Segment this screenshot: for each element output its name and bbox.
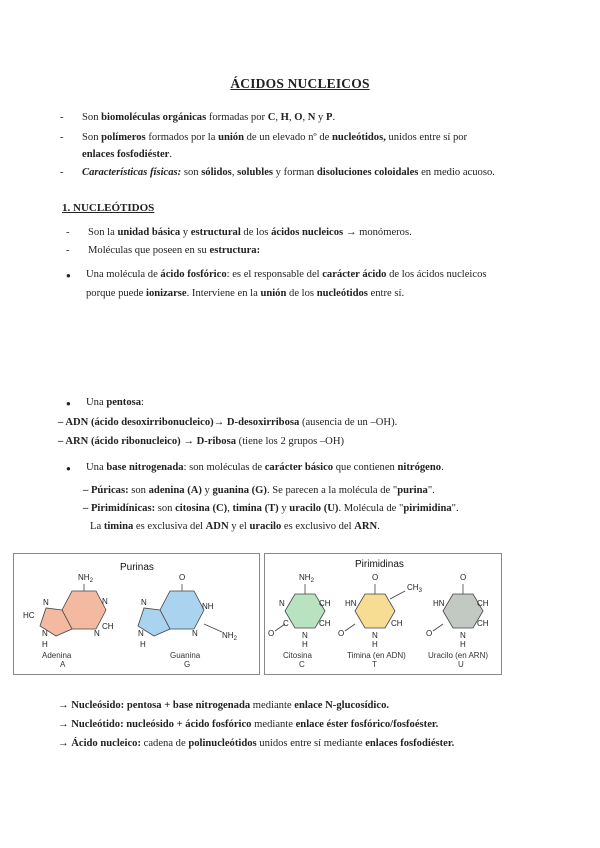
text: , xyxy=(227,503,233,514)
cytosine-atom-h: H xyxy=(302,640,308,649)
text-bold: estructural xyxy=(190,227,241,238)
text-bold: biomoléculas orgánicas xyxy=(101,112,207,123)
text: son xyxy=(155,503,176,514)
uracil-atom-ch: CH xyxy=(477,599,489,608)
purinas-title: Purinas xyxy=(120,562,154,573)
text-bold: H xyxy=(280,112,289,123)
thymine-bond xyxy=(345,624,355,631)
adenine-atom-h: H xyxy=(42,640,48,649)
text-bold: – ADN (ácido desoxirribonucleico)→ D-desoxirribosa xyxy=(58,417,300,428)
text-bold: carácter ácido xyxy=(322,269,387,280)
text: La xyxy=(90,521,104,532)
text-bold: estructura: xyxy=(209,245,261,256)
uracil-atom-h: H xyxy=(460,640,466,649)
text: Una xyxy=(86,397,107,408)
adenine-atom-n1: N xyxy=(102,597,108,606)
cytosine-atom-n: N xyxy=(302,631,308,640)
text-bold: base nitrogenada xyxy=(106,462,184,473)
guanine-atom-h: H xyxy=(140,640,146,649)
text: : xyxy=(141,397,144,408)
text: y xyxy=(180,227,191,238)
pentosa-bullet xyxy=(86,396,144,410)
text-bold: unión xyxy=(260,288,287,299)
uracil-atom-ch: CH xyxy=(477,619,489,628)
text: Una molécula de xyxy=(86,269,161,280)
intro-line-3 xyxy=(82,166,495,180)
cytosine-label: Citosina xyxy=(283,651,312,660)
text: , xyxy=(302,112,308,123)
text-bold: citosina (C) xyxy=(175,503,228,514)
section-heading: 1. NUCLEÓTIDOS xyxy=(62,202,155,214)
text-bold-italic: Características físicas: xyxy=(82,167,182,178)
adenine-atom-n9: N xyxy=(42,629,48,638)
adenine-atom-nh2: $NH_2$ xyxy=(78,573,93,584)
text-bold: nucleótidos xyxy=(316,288,368,299)
summary-acido-nucleico xyxy=(58,737,454,751)
text-bold: O xyxy=(294,112,303,123)
uracil-letter: U xyxy=(458,660,464,669)
section-line-2 xyxy=(88,244,260,258)
pentosa-adn xyxy=(58,416,397,430)
text: y el xyxy=(228,521,250,532)
text: y xyxy=(315,112,326,123)
text: que contienen xyxy=(333,462,398,473)
text-bold: enlaces fosfodiéster xyxy=(82,149,170,160)
text: → monómeros. xyxy=(343,227,412,238)
adenine-atom-n3: N xyxy=(94,629,100,638)
thymine-atom-n: N xyxy=(372,631,378,640)
text-bold: ADN xyxy=(205,521,229,532)
text: . xyxy=(441,462,444,473)
text: . xyxy=(377,521,380,532)
text: mediante xyxy=(250,700,295,711)
text-bold: ácido fosfórico xyxy=(160,269,227,280)
text: Son la xyxy=(88,227,118,238)
base-pirimidinicas xyxy=(83,502,459,516)
pirimidinas-title: Pirimidinas xyxy=(355,559,404,570)
text-bold: → Ácido nucleico: xyxy=(58,738,141,749)
guanine-label: Guanina xyxy=(170,651,201,660)
uracil-label: Uracilo (en ARN) xyxy=(428,651,489,660)
text: formados por la xyxy=(145,132,219,143)
guanine-atom-n9: N xyxy=(138,629,144,638)
thymine-atom-ch3: $CH_3$ xyxy=(407,583,422,594)
text-bold: guanina (G) xyxy=(212,485,267,496)
text-bold: disoluciones coloidales xyxy=(316,167,419,178)
text-bold: pentosa xyxy=(106,397,142,408)
base-nota xyxy=(90,520,380,534)
text-bold: enlace éster fosfórico/fosfoéster. xyxy=(295,719,439,730)
guanine-bond xyxy=(204,624,222,632)
cytosine-atom-n: N xyxy=(279,599,285,608)
text: : es el responsable del xyxy=(226,269,323,280)
guanine-atom-nh: NH xyxy=(202,602,214,611)
text: de los ácidos nucleicos xyxy=(386,269,487,280)
thymine-label: Timina (en ADN) xyxy=(347,651,406,660)
text: entre sí. xyxy=(367,288,405,299)
adenine-atom-hc: HC xyxy=(23,611,35,620)
text-bold: polímeros xyxy=(101,132,146,143)
thymine-ring xyxy=(355,594,395,628)
guanine-letter: G xyxy=(184,660,191,669)
thymine-atom-o: O xyxy=(338,629,345,638)
text-bold: P xyxy=(325,112,333,123)
text: , xyxy=(231,167,238,178)
text: Moléculas que poseen en su xyxy=(88,245,210,256)
base-puricas xyxy=(83,484,435,498)
intro-line-2b xyxy=(82,148,172,162)
text-bold: enlaces fosfodiéster. xyxy=(365,738,455,749)
text: Son xyxy=(82,132,102,143)
pirimidinas-figure xyxy=(264,553,502,675)
guanine-atom-n3: N xyxy=(192,629,198,638)
text: en medio acuoso. xyxy=(418,167,495,178)
purinas-figure xyxy=(13,553,260,675)
text: mediante xyxy=(251,719,296,730)
text: (tiene los 2 grupos –OH) xyxy=(236,436,345,447)
text-bold: – Púricas: xyxy=(83,485,129,496)
cytosine-letter: C xyxy=(299,660,305,669)
section-line-1 xyxy=(88,226,412,240)
text-bold: ionizarse xyxy=(146,288,187,299)
text-bold: solubles xyxy=(237,167,274,178)
text-bold: – ARN (ácido ribonucleico) → D-ribosa xyxy=(58,436,237,447)
text-bold: ARN xyxy=(354,521,378,532)
text-bold: → Nucleósido: pentosa + base nitrogenada xyxy=(58,700,251,711)
guanine-atom-n7: N xyxy=(141,598,147,607)
text-bold: uracilo (U) xyxy=(289,503,339,514)
thymine-atom-o: O xyxy=(372,573,379,582)
cytosine-atom-ch: CH xyxy=(319,599,331,608)
thymine-letter: T xyxy=(372,660,377,669)
fosforico-line-1 xyxy=(86,268,487,282)
text-bold: nucleótidos, xyxy=(332,132,386,143)
thymine-atom-ch: CH xyxy=(391,619,403,628)
base-bullet xyxy=(86,461,444,475)
text: : son moléculas de xyxy=(183,462,265,473)
guanine-atom-nh2: $NH_2$ xyxy=(222,631,237,642)
text-bold: N xyxy=(307,112,316,123)
text: son xyxy=(128,485,149,496)
uracil-bond xyxy=(433,624,443,631)
uracil-atom-o: O xyxy=(426,629,433,638)
text-bold: enlace N-glucosídico. xyxy=(294,700,390,711)
cytosine-atom-nh2: $NH_2$ xyxy=(299,573,314,584)
text: de un elevado nº de xyxy=(243,132,332,143)
cytosine-atom-ch: CH xyxy=(319,619,331,628)
uracil-atom-hn: HN xyxy=(433,599,445,608)
text: es exclusivo del xyxy=(281,521,355,532)
text: porque puede xyxy=(86,288,147,299)
text: Son xyxy=(82,112,102,123)
text: de los xyxy=(286,288,317,299)
text: . Se parecen a la molécula de " xyxy=(266,485,398,496)
text-bold: polinucleótidos xyxy=(188,738,257,749)
text-bold: sólidos xyxy=(201,167,232,178)
cytosine-atom-c: C xyxy=(283,619,289,628)
thymine-atom-hn: HN xyxy=(345,599,357,608)
uracil-atom-n: N xyxy=(460,631,466,640)
text-bold: C xyxy=(267,112,276,123)
text: . xyxy=(169,149,173,160)
text-bold: → Nucleótido: nucleósido + ácido fosfórico xyxy=(58,719,252,730)
text-bold: uracilo xyxy=(249,521,282,532)
text-bold: carácter básico xyxy=(264,462,334,473)
text-bold: ácidos nucleicos xyxy=(271,227,344,238)
page-title: ÁCIDOS NUCLEICOS xyxy=(230,76,370,91)
text: . xyxy=(332,112,336,123)
text: de los xyxy=(240,227,272,238)
text: Una xyxy=(86,462,107,473)
text: y forman xyxy=(273,167,317,178)
text-bold: pirimidina xyxy=(403,503,452,514)
text-bold: timina xyxy=(103,521,134,532)
text: , xyxy=(288,112,295,123)
summary-nucleotido xyxy=(58,718,438,732)
text: ". xyxy=(427,485,435,496)
adenine-atom-ch: CH xyxy=(102,622,114,631)
fosforico-line-2 xyxy=(86,287,404,301)
text-bold: unión xyxy=(218,132,244,143)
thymine-bond xyxy=(390,591,405,599)
intro-line-2 xyxy=(82,131,467,145)
uracil-atom-o: O xyxy=(460,573,467,582)
text: y xyxy=(278,503,290,514)
text-bold: – Pirimidínicas: xyxy=(83,503,156,514)
text-bold: adenina (A) xyxy=(148,485,202,496)
text: y xyxy=(201,485,213,496)
text-bold: purina xyxy=(397,485,428,496)
summary-nucleosido xyxy=(58,699,389,713)
purinas-diagram xyxy=(14,554,259,674)
text: . Molécula de " xyxy=(338,503,404,514)
intro-line-1 xyxy=(82,111,335,125)
text-bold: nitrógeno xyxy=(397,462,442,473)
pentosa-arn xyxy=(58,435,344,449)
text-bold: unidad básica xyxy=(117,227,181,238)
guanine-atom-o: O xyxy=(179,573,186,582)
text: cadena de xyxy=(140,738,189,749)
text: (ausencia de un –OH). xyxy=(299,417,398,428)
thymine-atom-h: H xyxy=(372,640,378,649)
adenine-letter: A xyxy=(60,660,66,669)
text-bold: timina (T) xyxy=(232,503,279,514)
text: formadas por xyxy=(206,112,268,123)
pirimidinas-diagram xyxy=(265,554,501,674)
text: son xyxy=(181,167,202,178)
text: unidos entre sí por xyxy=(385,132,468,143)
text: . Interviene en la xyxy=(186,288,261,299)
text: ". xyxy=(451,503,459,514)
text: es exclusiva del xyxy=(133,521,206,532)
adenine-atom-n7: N xyxy=(43,598,49,607)
cytosine-atom-o: O xyxy=(268,629,275,638)
text: unidos entre sí mediante xyxy=(256,738,366,749)
text: , xyxy=(275,112,281,123)
adenine-label: Adenina xyxy=(42,651,72,660)
